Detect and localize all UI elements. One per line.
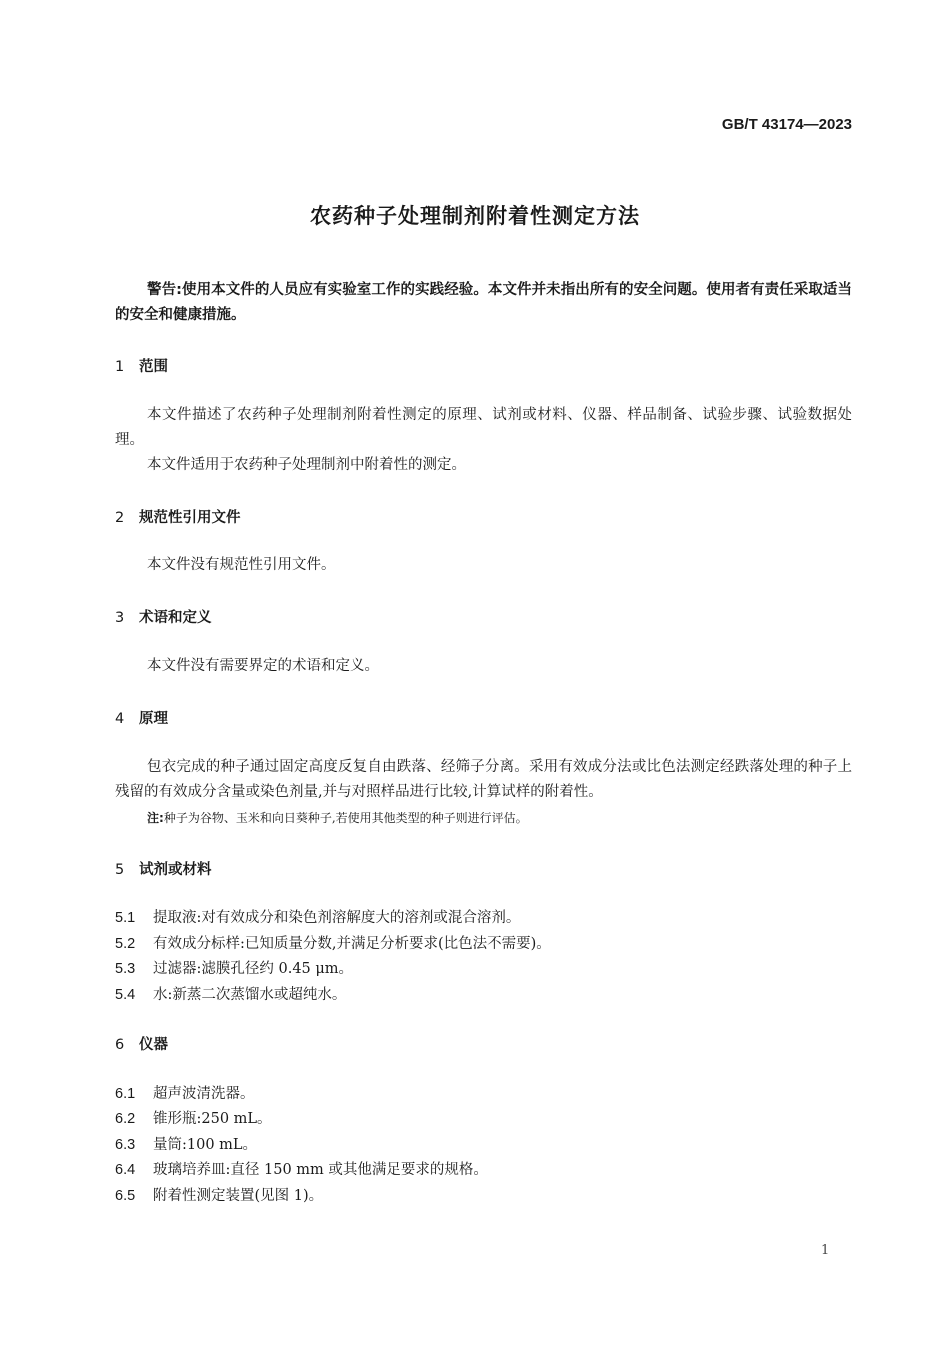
safety-warning: 警告:使用本文件的人员应有实验室工作的实践经验。本文件并未指出所有的安全问题。使用者有责任采取适当的安全和健康措施。 [115, 282, 852, 323]
section-3-title: 术语和定义 [139, 610, 212, 626]
section-3-number: 3 [115, 610, 125, 626]
section-4-title: 原理 [139, 711, 168, 727]
item-text: 附着性测定装置(见图 1)。 [153, 1188, 324, 1204]
section-1-number: 1 [115, 359, 125, 375]
section-4-heading [115, 707, 168, 728]
section-2-number: 2 [115, 510, 125, 526]
item-number: 5.4 [115, 987, 136, 1003]
section-6-title: 仪器 [139, 1037, 168, 1053]
standard-code: GB/T 43174—2023 [721, 116, 852, 133]
section-3-paragraph-1: 本文件没有需要界定的术语和定义。 [147, 658, 379, 674]
item-number: 6.3 [115, 1137, 136, 1153]
list-item [115, 1184, 323, 1205]
list-item [115, 957, 353, 978]
section-4-number: 4 [115, 711, 125, 727]
section-5-title: 试剂或材料 [139, 862, 212, 878]
section-6-heading [115, 1033, 168, 1054]
section-5-number: 5 [115, 862, 125, 878]
item-number: 5.2 [115, 936, 136, 952]
list-item [115, 1107, 272, 1128]
section-3-heading [115, 606, 212, 627]
section-2-heading [115, 506, 241, 527]
item-number: 6.5 [115, 1188, 136, 1204]
list-item [115, 932, 551, 953]
item-text: 玻璃培养皿:直径 150 mm 或其他满足要求的规格。 [153, 1162, 488, 1178]
item-text: 锥形瓶:250 mL。 [153, 1111, 272, 1127]
list-item [115, 983, 346, 1004]
item-number: 5.1 [115, 910, 136, 926]
list-item [115, 1082, 255, 1103]
item-number: 5.3 [115, 961, 136, 977]
item-text: 提取液:对有效成分和染色剂溶解度大的溶剂或混合溶剂。 [153, 910, 521, 926]
item-text: 量筒:100 mL。 [153, 1137, 258, 1153]
item-text: 有效成分标样:已知质量分数,并满足分析要求(比色法不需要)。 [153, 936, 551, 952]
note-text: 种子为谷物、玉米和向日葵种子,若使用其他类型的种子则进行评估。 [163, 811, 528, 825]
section-4-note [147, 809, 528, 826]
section-4-paragraph-1: 包衣完成的种子通过固定高度反复自由跌落、经筛子分离。采用有效成分法或比色法测定经跌落处理的种子上残留的有效成分含量或染色剂量,并与对照样品进行比较,计算试样的附着性。 [115, 759, 852, 800]
item-number: 6.2 [115, 1111, 136, 1127]
section-2-title: 规范性引用文件 [139, 510, 241, 526]
section-2-paragraph-1: 本文件没有规范性引用文件。 [147, 557, 336, 573]
list-item [115, 906, 520, 927]
section-1-heading [115, 355, 168, 376]
section-6-number: 6 [115, 1037, 125, 1053]
section-1-paragraph-1: 本文件描述了农药种子处理制剂附着性测定的原理、试剂或材料、仪器、样品制备、试验步骤、试验数据处理。 [115, 407, 852, 448]
list-item [115, 1133, 257, 1154]
item-number: 6.4 [115, 1162, 136, 1178]
item-text: 水:新蒸二次蒸馏水或超纯水。 [153, 987, 347, 1003]
note-label: 注: [147, 811, 164, 825]
section-1-title: 范围 [139, 359, 168, 375]
document-title: 农药种子处理制剂附着性测定方法 [310, 204, 640, 228]
item-text: 超声波清洗器。 [153, 1086, 255, 1102]
item-text: 过滤器:滤膜孔径约 0.45 μm。 [153, 961, 354, 977]
page-number: 1 [821, 1243, 830, 1258]
section-1-paragraph-2: 本文件适用于农药种子处理制剂中附着性的测定。 [147, 457, 466, 473]
section-5-heading [115, 858, 212, 879]
list-item [115, 1158, 488, 1179]
item-number: 6.1 [115, 1086, 136, 1102]
